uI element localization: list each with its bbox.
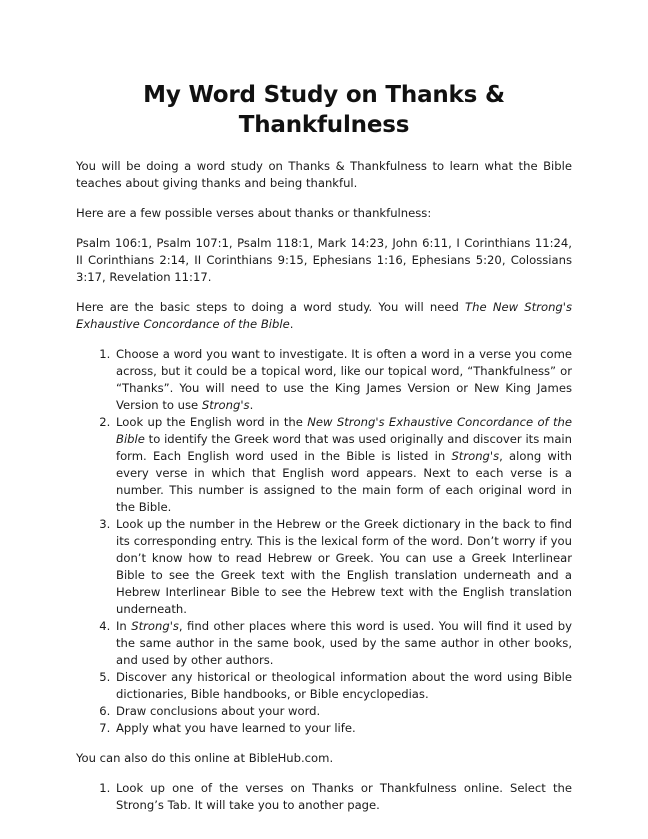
verses-intro: Here are a few possible verses about thanks or thankfulness: xyxy=(76,206,432,220)
step-text: , find other places where this word is used. You will find it used by the same author in the same book, used by the same author in other books, and used by other authors. xyxy=(116,619,572,667)
intro-paragraph: You will be doing a word study on Thanks & Thankfulness to learn what the Bible teaches about giving thanks and being thankful. xyxy=(76,159,572,190)
study-step xyxy=(114,618,572,669)
study-step: 7. Apply what you have learned to your life. xyxy=(114,720,572,737)
title-line-1: My Word Study on Thanks & xyxy=(143,82,505,108)
step-emphasis: Strong's xyxy=(201,398,250,412)
study-steps-list xyxy=(76,346,572,737)
title-line-2: Thankfulness xyxy=(238,112,410,138)
step-emphasis: New Strong's Exhaustive Concordance of the Bible xyxy=(116,415,572,446)
concordance-title: The New Strong's Exhaustive Concordance of the Bible xyxy=(76,300,573,331)
step-emphasis: Strong's xyxy=(131,619,179,633)
step-text: Choose a word you want to investigate. It is often a word in a verse you come across, but it could be a topical word, like our topical word, “Thankfulness” or “Thanks”. You will need to use the King James Version or New King James Version to use xyxy=(116,347,572,412)
study-step: 5. Discover any historical or theological information about the word using Bible dictionaries, Bible handbooks, or Bible encyclopedias. xyxy=(114,669,572,703)
study-step: 3. Look up the number in the Hebrew or the Greek dictionary in the back to find its corresponding entry. This is the lexical form of the word. Don’t worry if you don’t know how to read Hebrew or Greek. You can use a Greek Interlinear Bible to see the Greek text with the English translation underneath and a Hebrew Interlinear Bible to see the Hebrew text with the English translation underneath. xyxy=(114,516,572,618)
online-intro: You can also do this online at BibleHub.com. xyxy=(76,751,334,765)
steps-intro xyxy=(76,299,572,333)
online-step: 1. Look up one of the verses on Thanks or Thankfulness online. Select the Strong’s Tab. It will take you to another page. xyxy=(114,780,572,814)
study-step xyxy=(114,346,572,414)
steps-intro-text: Here are the basic steps to doing a word study. You will need xyxy=(76,300,466,314)
step-text: In xyxy=(116,619,132,633)
steps-intro-end: . xyxy=(289,317,294,331)
online-steps-list xyxy=(76,780,572,814)
page-title xyxy=(76,80,572,140)
step-text: to identify the Greek word that was used originally and discover its main form. Each English word used in the Bible is listed in xyxy=(116,432,572,463)
verses-list: Psalm 106:1, Psalm 107:1, Psalm 118:1, Mark 14:23, John 6:11, I Corinthians 11:24, II Corinthians 2:14, II Corinthians 9:15, Ephesians 1:16, Ephesians 5:20, Colossians 3:17, Revelation 11:17. xyxy=(76,236,572,284)
step-emphasis: Strong's xyxy=(451,449,500,463)
study-step xyxy=(114,414,572,516)
step-text: , along with every verse in which that English word appears. Next to each verse is a number. This number is assigned to the main form of each original word in the Bible. xyxy=(116,449,573,514)
step-text: Look up the English word in the xyxy=(116,415,308,429)
study-step: 6. Draw conclusions about your word. xyxy=(114,703,572,720)
step-text: . xyxy=(249,398,254,412)
